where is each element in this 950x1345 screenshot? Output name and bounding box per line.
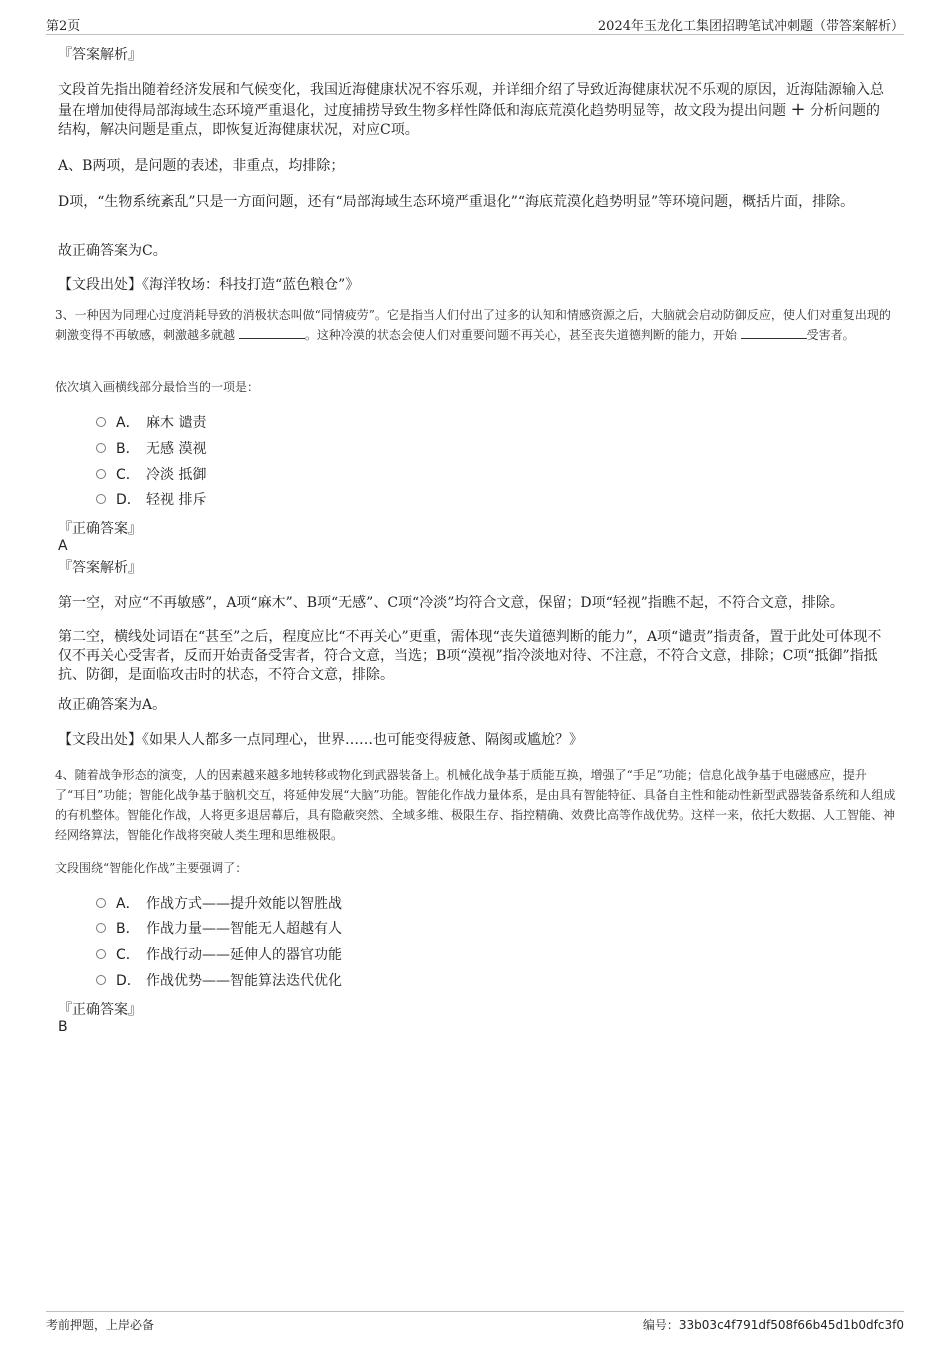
q3-correct-answer: A xyxy=(58,538,68,554)
footer-slogan: 考前押题，上岸必备 xyxy=(46,1318,155,1332)
q3-option-c[interactable] xyxy=(96,465,206,485)
q3-stem-part3: 受害者。 xyxy=(806,328,855,342)
q4-option-a[interactable] xyxy=(96,894,342,914)
code-value: 33b03c4f791df508f66b45d1b0dfc3f0 xyxy=(678,1318,904,1332)
page-number: 第2页 xyxy=(46,19,81,34)
q3-stem xyxy=(55,305,896,345)
code-label: 编号： xyxy=(642,1318,679,1332)
q4-correct-answer: B xyxy=(58,1019,68,1035)
option-text: 无感 漠视 xyxy=(146,441,207,457)
option-text: 作战行动——延伸人的器官功能 xyxy=(146,947,342,963)
option-text: 作战力量——智能无人超越有人 xyxy=(146,921,342,937)
option-text: 冷淡 抵御 xyxy=(146,467,207,483)
q2-analysis-para1 xyxy=(58,81,884,140)
q3-answer-title: 『正确答案』 xyxy=(58,521,142,537)
radio-button-icon[interactable] xyxy=(96,469,106,479)
option-letter: D． xyxy=(116,973,141,989)
radio-button-icon[interactable] xyxy=(96,898,106,908)
q3-option-a[interactable] xyxy=(96,413,206,433)
option-text: 作战优势——智能算法迭代优化 xyxy=(146,973,342,989)
radio-button-icon[interactable] xyxy=(96,443,106,453)
q4-instruction: 文段围绕“智能化作战”主要强调了： xyxy=(55,861,248,875)
radio-button-icon[interactable] xyxy=(96,923,106,933)
document-code xyxy=(643,1316,904,1333)
q3-analysis-title: 『答案解析』 xyxy=(58,560,142,576)
q2-analysis-title: 『答案解析』 xyxy=(58,47,142,63)
plus-sign: + xyxy=(790,99,806,120)
q3-analysis-para2: 第二空，横线处词语在“甚至”之后，程度应比“不再关心”更重，需体现“丧失道德判断的能力”，A项“谴责”指责备，置于此处可体现不仅不再关心受害者，反而开始责备受害者，符合文意，当选；B项“漠视”指冷淡地对待、不注意，不符合文意，排除；C项“抵御”指抵抗、防御，是面临攻击时的状态，不符合文意，排除。 xyxy=(58,629,882,683)
page-header xyxy=(46,14,904,35)
q3-option-d[interactable] xyxy=(96,490,206,510)
option-letter: A． xyxy=(116,896,140,912)
q2-analysis-para1-b: 分析问题的结构，解决问题是重点，即恢复近海健康状况，对应C项。 xyxy=(58,103,880,138)
option-letter: C． xyxy=(116,947,140,963)
radio-button-icon[interactable] xyxy=(96,417,106,427)
option-letter: B． xyxy=(116,441,140,457)
q3-stem-part1: 3、一种因为同理心过度消耗导致的消极状态叫做“同情疲劳”。它是指当人们付出了过多的认知和情感资源之后，大脑就会启动防御反应，使人们对重复出现的刺激变得不再敏感，刺激越多就越 xyxy=(55,308,891,342)
q3-final-answer: 故正确答案为A。 xyxy=(58,697,167,713)
q3-instruction: 依次填入画横线部分最恰当的一项是： xyxy=(55,380,260,394)
q3-option-b[interactable] xyxy=(96,439,206,459)
page-footer xyxy=(46,1311,904,1336)
radio-button-icon[interactable] xyxy=(96,494,106,504)
option-text: 轻视 排斥 xyxy=(146,492,207,508)
q4-option-d[interactable] xyxy=(96,971,342,991)
option-text: 作战方式——提升效能以智胜战 xyxy=(146,896,342,912)
q3-blank-2 xyxy=(741,326,807,339)
q3-analysis-para1: 第一空，对应“不再敏感”，A项“麻木”、B项“无感”、C项“冷淡”均符合文意，保留；D项“轻视”指瞧不起，不符合文意，排除。 xyxy=(58,595,844,611)
q4-option-c[interactable] xyxy=(96,945,342,965)
option-letter: D． xyxy=(116,492,141,508)
document-title: 2024年玉龙化工集团招聘笔试冲刺题（带答案解析） xyxy=(597,19,904,34)
radio-button-icon[interactable] xyxy=(96,975,106,985)
q4-option-b[interactable] xyxy=(96,919,342,939)
q3-stem-part2: 。这种冷漠的状态会使人们对重要问题不再关心，甚至丧失道德判断的能力，开始 xyxy=(304,328,741,342)
q3-blank-1 xyxy=(239,326,305,339)
option-letter: A． xyxy=(116,415,140,431)
q2-source: 【文段出处】《海洋牧场：科技打造“蓝色粮仓”》 xyxy=(58,277,360,293)
option-text: 麻木 谴责 xyxy=(146,415,207,431)
q2-analysis-para1-a: 文段首先指出随着经济发展和气候变化，我国近海健康状况不容乐观，并详细介绍了导致近海健康状况不乐观的原因，近海陆源输入总量在增加使得局部海域生态环境严重退化，过度捕捞导致生物多样性降低和海底荒漠化趋势明显等，故文段为提出问题 xyxy=(58,82,884,119)
radio-button-icon[interactable] xyxy=(96,949,106,959)
q4-stem: 4、随着战争形态的演变，人的因素越来越多地转移或物化到武器装备上。机械化战争基于质能互换，增强了“手足”功能；信息化战争基于电磁感应，提升了“耳目”功能；智能化战争基于脑机交互，将延伸发展“大脑”功能。智能化作战力量体系，是由具有智能特征、具备自主性和能动性新型武器装备系统和人组成的有机整体。智能化作战，人将更多退居幕后，具有隐蔽突然、全域多维、极限生存、指控精确、效费比高等作战优势。这样一来，依托大数据、人工智能、神经网络算法，智能化作战将突破人类生理和思维极限。 xyxy=(55,768,896,842)
q2-analysis-para3: D项，“生物系统紊乱”只是一方面问题，还有“局部海域生态环境严重退化”“海底荒漠化趋势明显”等环境问题，概括片面，排除。 xyxy=(58,194,855,210)
q2-final-answer: 故正确答案为C。 xyxy=(58,243,167,259)
q2-analysis-para2: A、B两项，是问题的表述，非重点，均排除； xyxy=(58,158,345,174)
q4-answer-title: 『正确答案』 xyxy=(58,1002,142,1018)
option-letter: C． xyxy=(116,467,140,483)
option-letter: B． xyxy=(116,921,140,937)
q3-source: 【文段出处】《如果人人都多一点同理心，世界……也可能变得疲惫、隔阂或尴尬？》 xyxy=(58,732,583,748)
